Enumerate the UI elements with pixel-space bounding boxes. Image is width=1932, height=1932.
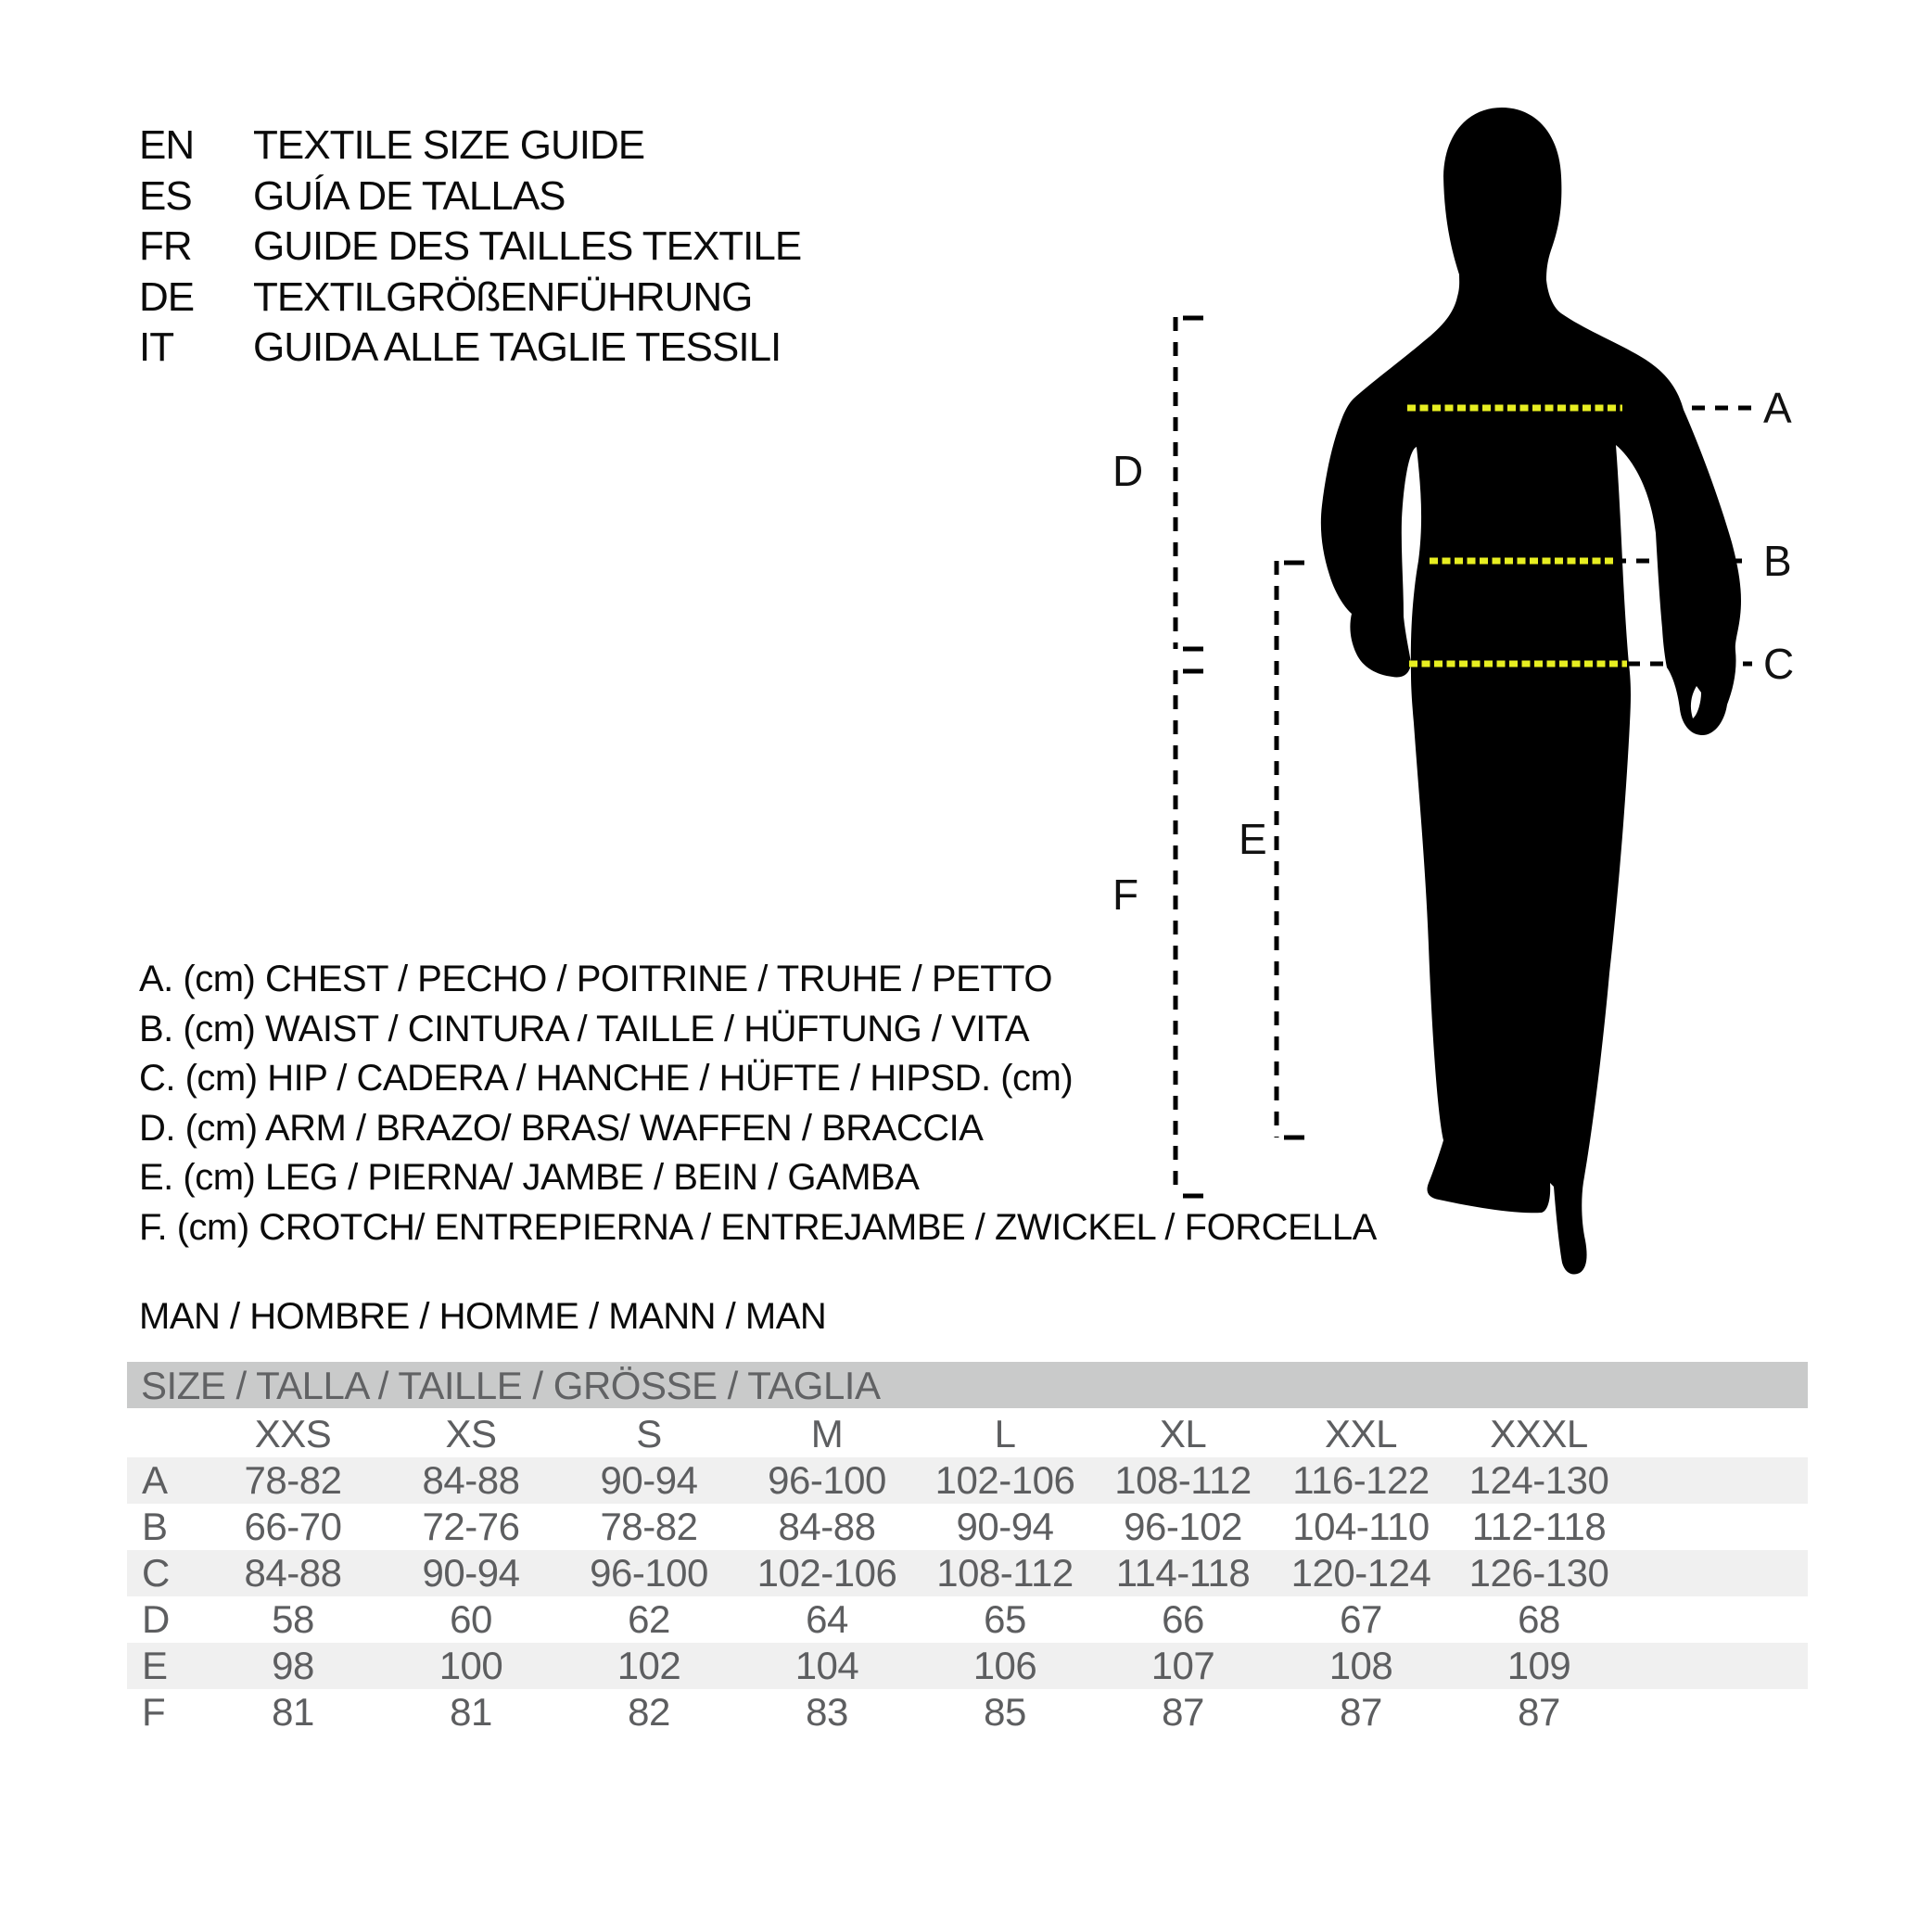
- language-title-block: [139, 121, 801, 374]
- table-cell: 85: [984, 1690, 1026, 1734]
- table-cell: 81: [272, 1690, 314, 1734]
- table-cell: 120-124: [1290, 1551, 1431, 1595]
- column-header-xxs: XXS: [254, 1412, 332, 1455]
- waist-marker-label: B: [1763, 537, 1792, 585]
- table-cell: 108: [1328, 1644, 1393, 1687]
- table-cell: 84-88: [244, 1551, 342, 1595]
- title-row-fr: [139, 222, 801, 273]
- table-cell: 84-88: [422, 1458, 520, 1502]
- filler-cell: [1628, 1550, 1808, 1596]
- table-cell: 104: [794, 1644, 859, 1687]
- language-code: FR: [139, 223, 192, 269]
- title-row-es: [139, 172, 801, 222]
- table-cell: 98: [272, 1644, 314, 1687]
- table-cell: 90-94: [422, 1551, 520, 1595]
- table-cell: 116-122: [1292, 1458, 1430, 1502]
- table-cell: 109: [1506, 1644, 1571, 1687]
- table-cell: 104-110: [1292, 1505, 1430, 1548]
- table-cell: 102: [616, 1644, 681, 1687]
- column-header-m: M: [810, 1412, 844, 1455]
- table-cell: 108-112: [936, 1551, 1074, 1595]
- legend-line-chest: A. (cm) CHEST / PECHO / POITRINE / TRUHE / PETTO: [139, 959, 1053, 999]
- table-cell: 78-82: [600, 1505, 698, 1548]
- table-cell: 81: [450, 1690, 492, 1734]
- title-row-de: [139, 273, 801, 324]
- filler-cell: [1628, 1596, 1808, 1643]
- column-header-l: L: [994, 1412, 1016, 1455]
- legend-line-leg: E. (cm) LEG / PIERNA/ JAMBE / BEIN / GAMBA: [139, 1157, 920, 1198]
- measurement-legend: [139, 955, 1377, 1252]
- table-cell: 90-94: [600, 1458, 698, 1502]
- table-cell: 108-112: [1114, 1458, 1252, 1502]
- title-row-it: [139, 323, 801, 374]
- table-cell: 124-130: [1468, 1458, 1609, 1502]
- table-cell: 87: [1518, 1690, 1560, 1734]
- corner-cell: [127, 1408, 204, 1457]
- table-cell: 82: [628, 1690, 670, 1734]
- language-code: IT: [139, 324, 174, 370]
- table-cell: 107: [1150, 1644, 1215, 1687]
- table-row-crotch: [127, 1689, 1808, 1735]
- title-text: GUÍA DE TALLAS: [253, 172, 566, 219]
- hip-marker-label: C: [1763, 640, 1795, 688]
- title-text: GUIDE DES TAILLES TEXTILE: [253, 223, 802, 269]
- chest-marker-label: A: [1763, 384, 1792, 432]
- legend-line-crotch: F. (cm) CROTCH/ ENTREPIERNA / ENTREJAMBE / ZWICKEL / FORCELLA: [139, 1206, 1377, 1248]
- filler-cell: [1628, 1643, 1808, 1689]
- table-cell: 87: [1162, 1690, 1204, 1734]
- table-cell: 96-100: [768, 1458, 886, 1502]
- table-cell: 112-118: [1471, 1505, 1607, 1548]
- table-cell: 60: [450, 1597, 492, 1641]
- table-cell: 66-70: [244, 1505, 342, 1548]
- table-cell: 67: [1340, 1597, 1382, 1641]
- table-cell: 65: [984, 1597, 1026, 1641]
- table-cell: 66: [1162, 1597, 1204, 1641]
- column-header-xxxl: XXXL: [1490, 1412, 1588, 1455]
- table-row-waist: [127, 1504, 1808, 1550]
- title-text: GUIDA ALLE TAGLIE TESSILI: [253, 324, 782, 370]
- column-header-s: S: [636, 1412, 662, 1455]
- table-cell: 96-100: [590, 1551, 708, 1595]
- row-label: C: [142, 1551, 170, 1595]
- filler-cell: [1628, 1504, 1808, 1550]
- table-row-hip: [127, 1550, 1808, 1596]
- table-cell: 62: [628, 1597, 670, 1641]
- table-cell: 100: [439, 1644, 503, 1687]
- row-label: A: [142, 1458, 168, 1502]
- table-cell: 83: [806, 1690, 848, 1734]
- row-label: B: [142, 1505, 168, 1548]
- column-header-xl: XL: [1159, 1412, 1207, 1455]
- table-row-chest: [127, 1457, 1808, 1504]
- row-label: F: [142, 1690, 166, 1734]
- table-row-arm: [127, 1596, 1808, 1643]
- table-cell: 68: [1518, 1597, 1560, 1641]
- table-cell: 96-102: [1124, 1505, 1242, 1548]
- language-code: ES: [139, 172, 192, 219]
- leg-marker-label: E: [1239, 815, 1267, 863]
- legend-line-hip: C. (cm) HIP / CADERA / HANCHE / HÜFTE / HIPSD. (cm): [139, 1058, 1074, 1099]
- table-cell: 114-118: [1115, 1551, 1251, 1595]
- row-label: D: [142, 1597, 170, 1641]
- table-cell: 102-106: [756, 1551, 897, 1595]
- table-cell: 64: [806, 1597, 848, 1641]
- table-cell: 102-106: [934, 1458, 1075, 1502]
- filler-cell: [1628, 1457, 1808, 1504]
- arm-marker-label: D: [1112, 447, 1144, 495]
- table-cell: 72-76: [422, 1505, 520, 1548]
- filler-cell: [1628, 1408, 1808, 1457]
- table-cell: 87: [1340, 1690, 1382, 1734]
- table-cell: 106: [972, 1644, 1037, 1687]
- language-code: EN: [139, 122, 195, 168]
- table-row-leg: [127, 1643, 1808, 1689]
- column-header-xs: XS: [445, 1412, 497, 1455]
- legend-line-arm: D. (cm) ARM / BRAZO/ BRAS/ WAFFEN / BRACCIA: [139, 1107, 984, 1149]
- row-label: E: [142, 1644, 168, 1687]
- man-silhouette: [1321, 108, 1741, 1275]
- size-table: [127, 1362, 1808, 1735]
- table-cell: 58: [272, 1597, 314, 1641]
- size-table-column-headers: [127, 1408, 1808, 1457]
- legend-line-waist: B. (cm) WAIST / CINTURA / TAILLE / HÜFTUNG / VITA: [139, 1008, 1030, 1049]
- language-code: DE: [139, 273, 195, 320]
- title-row-en: [139, 121, 801, 172]
- table-cell: 78-82: [244, 1458, 342, 1502]
- table-cell: 126-130: [1468, 1551, 1609, 1595]
- table-cell: 90-94: [956, 1505, 1054, 1548]
- filler-cell: [1628, 1689, 1808, 1735]
- size-table-header-band: SIZE / TALLA / TAILLE / GRÖSSE / TAGLIA: [127, 1362, 1808, 1408]
- title-text: TEXTILGRÖßENFÜHRUNG: [253, 273, 753, 320]
- column-header-xxl: XXL: [1325, 1412, 1397, 1455]
- table-cell: 84-88: [778, 1505, 876, 1548]
- title-text: TEXTILE SIZE GUIDE: [253, 122, 645, 168]
- category-heading: MAN / HOMBRE / HOMME / MANN / MAN: [139, 1296, 827, 1337]
- crotch-marker-label: F: [1112, 871, 1139, 919]
